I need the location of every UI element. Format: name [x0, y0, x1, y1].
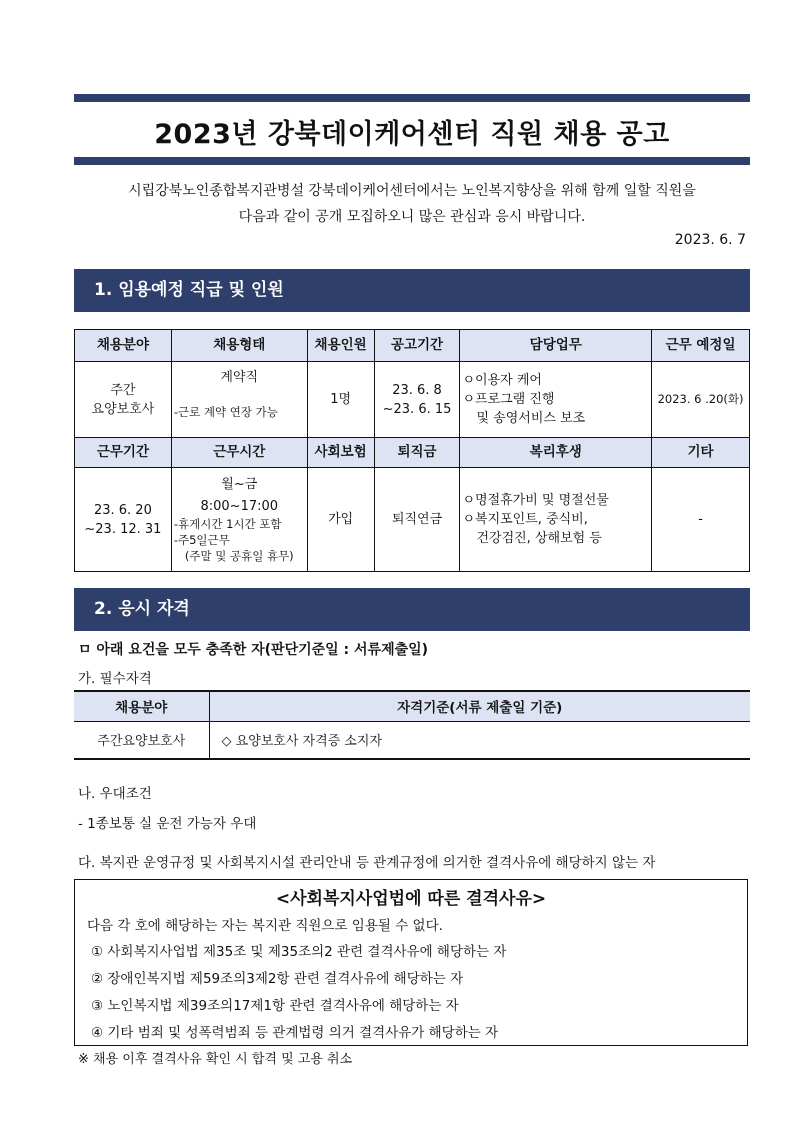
table-row [75, 362, 750, 438]
type-cell [171, 362, 307, 438]
table-header-row [74, 691, 750, 721]
term-text: ~23. 12. 31 [84, 521, 162, 537]
header-cell: 담당업무 [460, 330, 652, 362]
intro-line-2: 다음과 같이 공개 모집하오니 많은 관심과 응시 바랍니다. [238, 209, 586, 225]
table-row [74, 721, 750, 759]
start-date-cell: 2023. 6 .20(화) [652, 362, 750, 438]
header-cell: 퇴직금 [374, 438, 460, 468]
box-lead: 다음 각 호에 해당하는 자는 복지관 직원으로 임용될 수 없다. [87, 918, 443, 934]
header-cell: 사회보험 [307, 438, 374, 468]
hours-note: -휴게시간 1시간 포함 [173, 517, 282, 531]
type-text: 계약직 [220, 370, 259, 385]
hours-cell [171, 468, 307, 572]
title-bar-bottom [74, 157, 750, 165]
footnote: ※ 채용 이후 결격사유 확인 시 합격 및 고용 취소 [78, 1052, 353, 1067]
intro-line-1: 시립강북노인종합복지관병설 강북데이케어센터에서는 노인복지향상을 위해 함께 일할 직원을 [128, 183, 696, 199]
welfare-item: 건강검진, 상해보험 등 [476, 531, 602, 546]
header-cell: 채용분야 [75, 330, 172, 362]
qual-field-cell: 주간요양보호사 [74, 721, 209, 759]
term-text: 23. 6. 20 [93, 502, 152, 518]
page-title: 2023년 강북데이케어센터 직원 채용 공고 [154, 119, 670, 150]
header-cell: 복리후생 [460, 438, 652, 468]
disqualification-box [74, 879, 748, 1046]
disqualification-clause: 다. 복지관 운영규정 및 사회복지시설 관리안내 등 관계규정에 의거한 결격사유에 해당하지 않는 자 [78, 855, 656, 871]
intro-paragraph [74, 178, 750, 230]
list-item: ① 사회복지사업법 제35조 및 제35조의2 관련 결격사유에 해당하는 자 [91, 944, 507, 960]
box-title: <사회복지사업법에 따른 결격사유> [275, 889, 547, 909]
list-item: ④ 기타 범죄 및 성폭력범죄 등 관계법령 의거 결격사유가 해당하는 자 [91, 1025, 499, 1041]
header-cell: 자격기준(서류 제출일 기준) [209, 691, 750, 721]
condition-text: ㅁ 아래 요건을 모두 충족한 자(판단기준일 : 서류제출일) [78, 642, 429, 658]
header-cell: 근무 예정일 [652, 330, 750, 362]
welfare-item: ㅇ복지포인트, 중식비, [462, 512, 588, 527]
table-row [75, 468, 750, 572]
qualification-table [74, 690, 750, 760]
title-bar-top [74, 94, 750, 102]
section2-heading: 2. 응시 자격 [74, 588, 750, 631]
count-cell: 1명 [307, 362, 374, 438]
header-cell: 채용형태 [171, 330, 307, 362]
severance-cell: 퇴직연금 [374, 468, 460, 572]
period-cell [374, 362, 460, 438]
field-text: 요양보호사 [91, 401, 155, 417]
header-cell: 공고기간 [374, 330, 460, 362]
announcement-date: 2023. 6. 7 [674, 232, 746, 248]
hours-text: 월~금 [221, 477, 258, 492]
term-cell [75, 468, 172, 572]
etc-cell: - [652, 468, 750, 572]
preferred-conditions-label: 나. 우대조건 [78, 786, 152, 802]
type-note: -근로 계약 연장 가능 [173, 405, 278, 419]
position-table [74, 329, 750, 572]
field-text: 주간 [110, 382, 136, 398]
field-cell [75, 362, 172, 438]
welfare-cell [460, 468, 652, 572]
hours-text: 8:00~17:00 [200, 499, 279, 514]
header-cell: 기타 [652, 438, 750, 468]
section1-heading: 1. 임용예정 직급 및 인원 [74, 269, 750, 312]
table-header-row [75, 438, 750, 468]
header-cell: 근무기간 [75, 438, 172, 468]
hours-note: -주5일근무 [173, 533, 230, 547]
duty-item: ㅇ이용자 케어 [462, 373, 542, 388]
period-text: 23. 6. 8 [392, 382, 442, 398]
welfare-item: ㅇ명절휴가비 및 명절선물 [462, 493, 609, 508]
hours-note: (주말 및 공휴일 휴무) [184, 549, 294, 563]
list-item: ③ 노인복지법 제39조의17제1항 관련 결격사유에 해당하는 자 [91, 998, 459, 1014]
table-header-row [75, 330, 750, 362]
qual-criteria-cell: ◇ 요양보호사 자격증 소지자 [209, 721, 750, 759]
header-cell: 채용인원 [307, 330, 374, 362]
required-qualification-label: 가. 필수자격 [78, 671, 152, 687]
duty-item: 및 송영서비스 보조 [476, 411, 586, 426]
insurance-cell: 가입 [307, 468, 374, 572]
preferred-condition-item: - 1종보통 실 운전 가능자 우대 [78, 816, 257, 832]
list-item: ② 장애인복지법 제59조의3제2항 관련 결격사유에 해당하는 자 [91, 971, 464, 987]
header-cell: 채용분야 [74, 691, 209, 721]
duty-item: ㅇ프로그램 진행 [462, 392, 555, 407]
period-text: ~23. 6. 15 [382, 401, 452, 417]
duty-cell [460, 362, 652, 438]
header-cell: 근무시간 [171, 438, 307, 468]
